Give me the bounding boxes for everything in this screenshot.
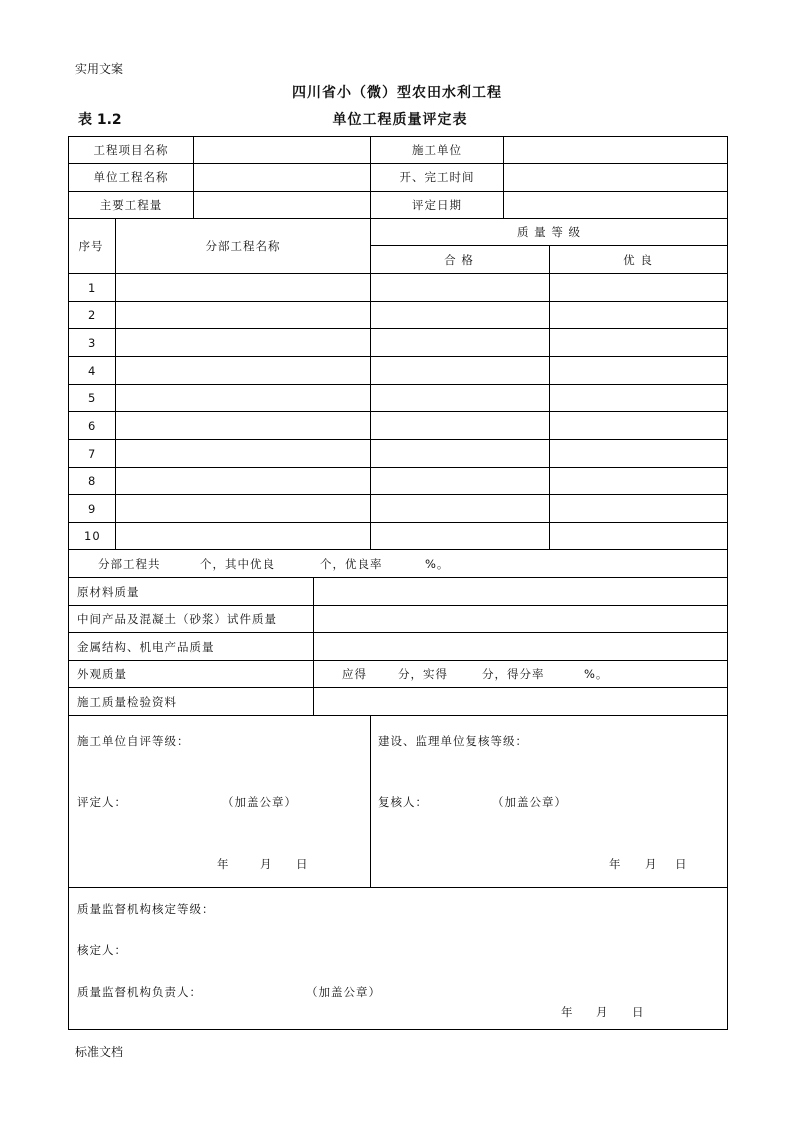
date-year: 年 [561,1005,574,1019]
col-header-good: 优 良 [623,253,653,267]
summary-total-label: 分部工程共 [98,557,161,571]
row-number: 1 [88,281,97,295]
col-header-no: 序号 [78,239,104,253]
label-review-grade: 建设、监理单位复核等级： [378,734,528,748]
page-footer: 标准文档 [75,1045,124,1059]
label-project-name: 工程项目名称 [93,143,169,157]
label-unit-project-name: 单位工程名称 [93,170,169,184]
date-day: 日 [675,857,688,871]
appearance-actual: 分，实得 [398,667,448,681]
row-number: 9 [88,502,97,516]
summary-good-label: 个，其中优良 [200,557,275,571]
col-header-grade: 质 量 等 级 [517,225,581,239]
row-number: 8 [88,474,97,488]
appearance-percent: %。 [584,667,609,681]
label-self-evaluation: 施工单位自评等级： [77,734,190,748]
date-month: 月 [596,1005,609,1019]
label-contractor: 施工单位 [412,143,462,157]
label-supervision-grade: 质量监督机构核定等级： [77,902,215,916]
row-number: 2 [88,308,97,322]
appearance-rate: 分，得分率 [482,667,545,681]
date-month: 月 [260,857,273,871]
label-checker: 核定人： [77,943,127,957]
seal-note: （加盖公章） [306,985,381,999]
label-raw-material: 原材料质量 [77,585,140,599]
date-month: 月 [645,857,658,871]
label-reviewer: 复核人： [378,795,428,809]
date-year: 年 [609,857,622,871]
label-inspection-records: 施工质量检验资料 [77,695,177,709]
document-title: 四川省小（微）型农田水利工程 [292,85,502,101]
label-intermediate-products: 中间产品及混凝土（砂浆）试件质量 [77,612,277,626]
table-number: 表 1.2 [78,112,122,128]
row-number: 7 [88,447,97,461]
summary-rate-label: 个，优良率 [320,557,383,571]
page-header: 实用文案 [75,62,124,76]
label-start-end-time: 开、完工时间 [399,170,475,184]
col-header-name: 分部工程名称 [205,239,281,253]
document-subtitle: 单位工程质量评定表 [332,112,468,128]
seal-note: （加盖公章） [222,795,297,809]
label-supervision-head: 质量监督机构负责人： [77,985,202,999]
row-number: 10 [84,529,101,543]
col-header-pass: 合 格 [444,253,474,267]
row-number: 5 [88,391,97,405]
row-number: 4 [88,364,97,378]
label-appearance: 外观质量 [77,667,127,681]
date-year: 年 [217,857,230,871]
date-day: 日 [632,1005,645,1019]
label-main-quantity: 主要工程量 [99,198,163,212]
summary-percent: %。 [425,557,450,571]
row-number: 6 [88,419,97,433]
label-evaluator: 评定人： [77,795,127,809]
label-metal-structure: 金属结构、机电产品质量 [77,640,215,654]
row-number: 3 [88,336,97,350]
form-border [69,137,728,1030]
appearance-expected: 应得 [342,667,367,681]
seal-note: （加盖公章） [492,795,567,809]
label-eval-date: 评定日期 [412,198,462,212]
date-day: 日 [296,857,309,871]
